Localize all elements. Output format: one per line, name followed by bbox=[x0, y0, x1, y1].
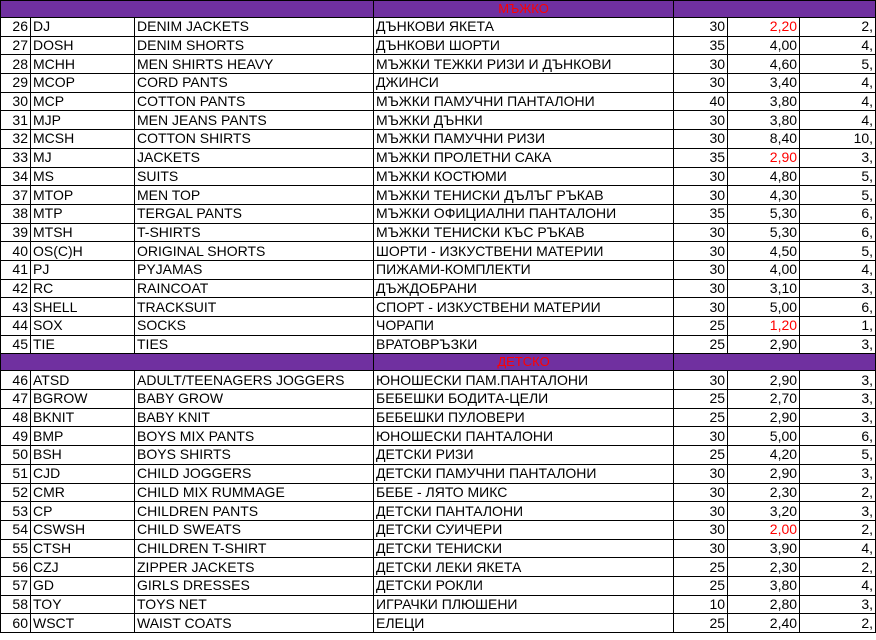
total-cell[interactable]: 3, bbox=[800, 371, 876, 390]
name-bg-cell[interactable]: МЪЖКИ ДЪНКИ bbox=[374, 111, 674, 130]
price-cell[interactable]: 2,90 bbox=[728, 371, 800, 390]
name-en-cell[interactable]: JACKETS bbox=[135, 148, 374, 167]
name-en-cell[interactable]: CHILDREN PANTS bbox=[135, 502, 374, 521]
item-code-cell[interactable]: MTOP bbox=[31, 186, 135, 205]
price-cell[interactable]: 2,70 bbox=[728, 390, 800, 409]
name-en-cell[interactable]: ORIGINAL SHORTS bbox=[135, 242, 374, 261]
total-cell[interactable]: 4, bbox=[800, 111, 876, 130]
item-code-cell[interactable]: MJ bbox=[31, 148, 135, 167]
name-en-cell[interactable]: TOYS NET bbox=[135, 595, 374, 614]
quantity-cell[interactable]: 10 bbox=[674, 595, 728, 614]
table-row bbox=[1, 539, 876, 558]
row-number-cell[interactable]: 47 bbox=[1, 390, 31, 409]
item-code-cell[interactable]: CJD bbox=[31, 464, 135, 483]
section-header-blank[interactable] bbox=[1, 1, 374, 18]
table-row bbox=[1, 317, 876, 336]
table-row bbox=[1, 18, 876, 37]
name-bg-cell[interactable]: МЪЖКИ ОФИЦИАЛНИ ПАНТАЛОНИ bbox=[374, 204, 674, 223]
price-cell[interactable]: 2,90 bbox=[728, 464, 800, 483]
quantity-cell[interactable]: 30 bbox=[674, 186, 728, 205]
item-code-cell[interactable]: CZJ bbox=[31, 558, 135, 577]
table-row bbox=[1, 55, 876, 74]
name-en-cell[interactable]: COTTON SHIRTS bbox=[135, 130, 374, 149]
row-number-cell[interactable]: 44 bbox=[1, 317, 31, 336]
table-row bbox=[1, 242, 876, 261]
table-row bbox=[1, 335, 876, 354]
quantity-cell[interactable]: 30 bbox=[674, 298, 728, 317]
quantity-cell[interactable]: 30 bbox=[674, 371, 728, 390]
row-number-cell[interactable]: 42 bbox=[1, 279, 31, 298]
price-cell[interactable]: 3,80 bbox=[728, 92, 800, 111]
price-cell[interactable]: 4,00 bbox=[728, 260, 800, 279]
quantity-cell[interactable]: 25 bbox=[674, 446, 728, 465]
total-cell[interactable]: 4, bbox=[800, 539, 876, 558]
item-code-cell[interactable]: TIE bbox=[31, 335, 135, 354]
total-cell[interactable]: 4, bbox=[800, 92, 876, 111]
section-header-blank[interactable] bbox=[674, 1, 876, 18]
quantity-cell[interactable]: 30 bbox=[674, 260, 728, 279]
row-number-cell[interactable]: 56 bbox=[1, 558, 31, 577]
name-en-cell[interactable]: ZIPPER JACKETS bbox=[135, 558, 374, 577]
price-cell[interactable]: 4,00 bbox=[728, 36, 800, 55]
name-en-cell[interactable]: BOYS SHIRTS bbox=[135, 446, 374, 465]
row-number-cell[interactable]: 29 bbox=[1, 74, 31, 93]
total-cell[interactable]: 3, bbox=[800, 390, 876, 409]
table-row bbox=[1, 614, 876, 633]
price-cell[interactable]: 5,30 bbox=[728, 204, 800, 223]
name-bg-cell[interactable]: ДЕТСКИ ПАМУЧНИ ПАНТАЛОНИ bbox=[374, 464, 674, 483]
item-code-cell[interactable]: SOX bbox=[31, 317, 135, 336]
total-cell[interactable]: 5, bbox=[800, 167, 876, 186]
quantity-cell[interactable]: 30 bbox=[674, 483, 728, 502]
row-number-cell[interactable]: 57 bbox=[1, 576, 31, 595]
price-cell[interactable]: 4,20 bbox=[728, 446, 800, 465]
name-bg-cell[interactable]: ШОРТИ - ИЗКУСТВЕНИ МАТЕРИИ bbox=[374, 242, 674, 261]
table-row bbox=[1, 298, 876, 317]
table-row bbox=[1, 36, 876, 55]
total-cell[interactable]: 5, bbox=[800, 446, 876, 465]
total-cell[interactable]: 6, bbox=[800, 427, 876, 446]
price-cell[interactable]: 2,00 bbox=[728, 520, 800, 539]
total-cell[interactable]: 1, bbox=[800, 317, 876, 336]
total-cell[interactable]: 2, bbox=[800, 520, 876, 539]
total-cell[interactable]: 10, bbox=[800, 130, 876, 149]
name-bg-cell[interactable]: ЧОРАПИ bbox=[374, 317, 674, 336]
quantity-cell[interactable]: 25 bbox=[674, 390, 728, 409]
total-cell[interactable]: 2, bbox=[800, 614, 876, 633]
name-bg-cell[interactable]: МЪЖКИ ПРОЛЕТНИ САКА bbox=[374, 148, 674, 167]
item-code-cell[interactable]: CP bbox=[31, 502, 135, 521]
name-bg-cell[interactable]: ЕЛЕЦИ bbox=[374, 614, 674, 633]
item-code-cell[interactable]: BSH bbox=[31, 446, 135, 465]
row-number-cell[interactable]: 26 bbox=[1, 18, 31, 37]
price-cell[interactable]: 5,30 bbox=[728, 223, 800, 242]
item-code-cell[interactable]: ATSD bbox=[31, 371, 135, 390]
quantity-cell[interactable]: 30 bbox=[674, 223, 728, 242]
row-number-cell[interactable]: 49 bbox=[1, 427, 31, 446]
quantity-cell[interactable]: 30 bbox=[674, 464, 728, 483]
name-en-cell[interactable]: MEN SHIRTS HEAVY bbox=[135, 55, 374, 74]
quantity-cell[interactable]: 25 bbox=[674, 614, 728, 633]
total-cell[interactable]: 6, bbox=[800, 298, 876, 317]
price-cell[interactable]: 2,90 bbox=[728, 148, 800, 167]
total-cell[interactable]: 2, bbox=[800, 483, 876, 502]
row-number-cell[interactable]: 30 bbox=[1, 92, 31, 111]
name-bg-cell[interactable]: СПОРТ - ИЗКУСТВЕНИ МАТЕРИИ bbox=[374, 298, 674, 317]
item-code-cell[interactable]: MCOP bbox=[31, 74, 135, 93]
item-code-cell[interactable]: MTSH bbox=[31, 223, 135, 242]
table-row bbox=[1, 130, 876, 149]
row-number-cell[interactable]: 58 bbox=[1, 595, 31, 614]
price-cell[interactable]: 3,80 bbox=[728, 111, 800, 130]
total-cell[interactable]: 4, bbox=[800, 576, 876, 595]
name-bg-cell[interactable]: ЮНОШЕСКИ ПАМ.ПАНТАЛОНИ bbox=[374, 371, 674, 390]
quantity-cell[interactable]: 35 bbox=[674, 204, 728, 223]
table-row bbox=[1, 92, 876, 111]
total-cell[interactable]: 6, bbox=[800, 204, 876, 223]
name-bg-cell[interactable]: ДЪНКОВИ ШОРТИ bbox=[374, 36, 674, 55]
name-en-cell[interactable]: MEN TOP bbox=[135, 186, 374, 205]
name-en-cell[interactable]: BABY GROW bbox=[135, 390, 374, 409]
table-row bbox=[1, 595, 876, 614]
item-code-cell[interactable]: BKNIT bbox=[31, 408, 135, 427]
price-cell[interactable]: 8,40 bbox=[728, 130, 800, 149]
item-code-cell[interactable]: PJ bbox=[31, 260, 135, 279]
item-code-cell[interactable]: BMP bbox=[31, 427, 135, 446]
name-en-cell[interactable]: MEN JEANS PANTS bbox=[135, 111, 374, 130]
price-cell[interactable]: 2,40 bbox=[728, 614, 800, 633]
name-bg-cell[interactable]: БЕБЕШКИ БОДИТА-ЦЕЛИ bbox=[374, 390, 674, 409]
row-number-cell[interactable]: 50 bbox=[1, 446, 31, 465]
name-bg-cell[interactable]: МЪЖКИ КОСТЮМИ bbox=[374, 167, 674, 186]
quantity-cell[interactable]: 30 bbox=[674, 539, 728, 558]
price-cell[interactable]: 2,30 bbox=[728, 558, 800, 577]
total-cell[interactable]: 6, bbox=[800, 223, 876, 242]
name-bg-cell[interactable]: ПИЖАМИ-КОМПЛЕКТИ bbox=[374, 260, 674, 279]
item-code-cell[interactable]: MS bbox=[31, 167, 135, 186]
name-en-cell[interactable]: RAINCOAT bbox=[135, 279, 374, 298]
section-header-row bbox=[1, 1, 876, 18]
quantity-cell[interactable]: 25 bbox=[674, 335, 728, 354]
quantity-cell[interactable]: 30 bbox=[674, 55, 728, 74]
item-code-cell[interactable]: MTP bbox=[31, 204, 135, 223]
name-en-cell[interactable]: DENIM JACKETS bbox=[135, 18, 374, 37]
quantity-cell[interactable]: 35 bbox=[674, 148, 728, 167]
name-bg-cell[interactable]: ДЕТСКИ РИЗИ bbox=[374, 446, 674, 465]
item-code-cell[interactable]: WSCT bbox=[31, 614, 135, 633]
price-cell[interactable]: 4,60 bbox=[728, 55, 800, 74]
total-cell[interactable]: 5, bbox=[800, 186, 876, 205]
price-cell[interactable]: 4,80 bbox=[728, 167, 800, 186]
table-row bbox=[1, 390, 876, 409]
table-row bbox=[1, 520, 876, 539]
table-row bbox=[1, 446, 876, 465]
price-cell[interactable]: 2,90 bbox=[728, 408, 800, 427]
name-en-cell[interactable]: TIES bbox=[135, 335, 374, 354]
table-row bbox=[1, 74, 876, 93]
total-cell[interactable]: 3, bbox=[800, 595, 876, 614]
price-cell[interactable]: 3,10 bbox=[728, 279, 800, 298]
total-cell[interactable]: 2, bbox=[800, 558, 876, 577]
item-code-cell[interactable]: DOSH bbox=[31, 36, 135, 55]
table-row bbox=[1, 483, 876, 502]
table-row bbox=[1, 427, 876, 446]
total-cell[interactable]: 5, bbox=[800, 55, 876, 74]
item-code-cell[interactable]: CTSH bbox=[31, 539, 135, 558]
section-title[interactable]: ДЕТСКО bbox=[374, 354, 674, 371]
price-cell[interactable]: 2,80 bbox=[728, 595, 800, 614]
price-cell[interactable]: 5,00 bbox=[728, 298, 800, 317]
row-number-cell[interactable]: 37 bbox=[1, 186, 31, 205]
price-cell[interactable]: 2,90 bbox=[728, 335, 800, 354]
table-row bbox=[1, 371, 876, 390]
name-bg-cell[interactable]: ДЕТСКИ ЛЕКИ ЯКЕТА bbox=[374, 558, 674, 577]
total-cell[interactable]: 3, bbox=[800, 408, 876, 427]
name-bg-cell[interactable]: БЕБЕ - ЛЯТО МИКС bbox=[374, 483, 674, 502]
name-bg-cell[interactable]: МЪЖКИ ТЕЖКИ РИЗИ И ДЪНКОВИ bbox=[374, 55, 674, 74]
quantity-cell[interactable]: 30 bbox=[674, 18, 728, 37]
name-bg-cell[interactable]: МЪЖКИ ПАМУЧНИ ПАНТАЛОНИ bbox=[374, 92, 674, 111]
section-header-blank[interactable] bbox=[674, 354, 876, 371]
quantity-cell[interactable]: 30 bbox=[674, 111, 728, 130]
item-code-cell[interactable]: RC bbox=[31, 279, 135, 298]
name-en-cell[interactable]: SOCKS bbox=[135, 317, 374, 336]
row-number-cell[interactable]: 28 bbox=[1, 55, 31, 74]
table-row bbox=[1, 558, 876, 577]
name-en-cell[interactable]: WAIST COATS bbox=[135, 614, 374, 633]
table-row bbox=[1, 223, 876, 242]
item-code-cell[interactable]: CSWSH bbox=[31, 520, 135, 539]
quantity-cell[interactable]: 35 bbox=[674, 36, 728, 55]
name-bg-cell[interactable]: ДЪНКОВИ ЯКЕТА bbox=[374, 18, 674, 37]
row-number-cell[interactable]: 46 bbox=[1, 371, 31, 390]
total-cell[interactable]: 3, bbox=[800, 148, 876, 167]
table-row bbox=[1, 186, 876, 205]
name-bg-cell[interactable]: ДЖИНСИ bbox=[374, 74, 674, 93]
name-bg-cell[interactable]: МЪЖКИ ТЕНИСКИ ДЪЛЪГ РЪКАВ bbox=[374, 186, 674, 205]
row-number-cell[interactable]: 31 bbox=[1, 111, 31, 130]
total-cell[interactable]: 4, bbox=[800, 260, 876, 279]
row-number-cell[interactable]: 55 bbox=[1, 539, 31, 558]
name-bg-cell[interactable]: БЕБЕШКИ ПУЛОВЕРИ bbox=[374, 408, 674, 427]
table-row bbox=[1, 111, 876, 130]
table-row bbox=[1, 204, 876, 223]
price-cell[interactable]: 2,20 bbox=[728, 18, 800, 37]
row-number-cell[interactable]: 52 bbox=[1, 483, 31, 502]
row-number-cell[interactable]: 34 bbox=[1, 167, 31, 186]
total-cell[interactable]: 3, bbox=[800, 335, 876, 354]
item-code-cell[interactable]: DJ bbox=[31, 18, 135, 37]
name-bg-cell[interactable]: ДЪЖДОБРАНИ bbox=[374, 279, 674, 298]
name-en-cell[interactable]: BABY KNIT bbox=[135, 408, 374, 427]
quantity-cell[interactable]: 30 bbox=[674, 242, 728, 261]
table-row bbox=[1, 502, 876, 521]
total-cell[interactable]: 4, bbox=[800, 36, 876, 55]
row-number-cell[interactable]: 41 bbox=[1, 260, 31, 279]
name-en-cell[interactable]: GIRLS DRESSES bbox=[135, 576, 374, 595]
quantity-cell[interactable]: 25 bbox=[674, 558, 728, 577]
total-cell[interactable]: 3, bbox=[800, 279, 876, 298]
name-en-cell[interactable]: TRACKSUIT bbox=[135, 298, 374, 317]
row-number-cell[interactable]: 40 bbox=[1, 242, 31, 261]
name-bg-cell[interactable]: ДЕТСКИ СУИЧЕРИ bbox=[374, 520, 674, 539]
name-en-cell[interactable]: DENIM SHORTS bbox=[135, 36, 374, 55]
name-en-cell[interactable]: CHILD SWEATS bbox=[135, 520, 374, 539]
quantity-cell[interactable]: 30 bbox=[674, 74, 728, 93]
table-row bbox=[1, 408, 876, 427]
name-en-cell[interactable]: BOYS MIX PANTS bbox=[135, 427, 374, 446]
item-code-cell[interactable]: BGROW bbox=[31, 390, 135, 409]
name-en-cell[interactable]: PYJAMAS bbox=[135, 260, 374, 279]
name-en-cell[interactable]: CHILDREN T-SHIRT bbox=[135, 539, 374, 558]
item-code-cell[interactable]: TOY bbox=[31, 595, 135, 614]
quantity-cell[interactable]: 30 bbox=[674, 427, 728, 446]
table-row bbox=[1, 167, 876, 186]
row-number-cell[interactable]: 32 bbox=[1, 130, 31, 149]
name-bg-cell[interactable]: ИГРАЧКИ ПЛЮШЕНИ bbox=[374, 595, 674, 614]
quantity-cell[interactable]: 25 bbox=[674, 408, 728, 427]
name-en-cell[interactable]: SUITS bbox=[135, 167, 374, 186]
row-number-cell[interactable]: 54 bbox=[1, 520, 31, 539]
name-bg-cell[interactable]: ДЕТСКИ РОКЛИ bbox=[374, 576, 674, 595]
name-en-cell[interactable]: TERGAL PANTS bbox=[135, 204, 374, 223]
name-bg-cell[interactable]: ДЕТСКИ ПАНТАЛОНИ bbox=[374, 502, 674, 521]
row-number-cell[interactable]: 60 bbox=[1, 614, 31, 633]
item-code-cell[interactable]: MCSH bbox=[31, 130, 135, 149]
name-en-cell[interactable]: COTTON PANTS bbox=[135, 92, 374, 111]
row-number-cell[interactable]: 27 bbox=[1, 36, 31, 55]
table-row bbox=[1, 576, 876, 595]
quantity-cell[interactable]: 30 bbox=[674, 167, 728, 186]
row-number-cell[interactable]: 51 bbox=[1, 464, 31, 483]
price-cell[interactable]: 2,30 bbox=[728, 483, 800, 502]
name-bg-cell[interactable]: МЪЖКИ ТЕНИСКИ КЪС РЪКАВ bbox=[374, 223, 674, 242]
name-en-cell[interactable]: CHILD MIX RUMMAGE bbox=[135, 483, 374, 502]
quantity-cell[interactable]: 30 bbox=[674, 502, 728, 521]
item-code-cell[interactable]: MCP bbox=[31, 92, 135, 111]
item-code-cell[interactable]: MCHH bbox=[31, 55, 135, 74]
item-code-cell[interactable]: OS(C)H bbox=[31, 242, 135, 261]
total-cell[interactable]: 3, bbox=[800, 464, 876, 483]
price-cell[interactable]: 3,80 bbox=[728, 576, 800, 595]
price-cell[interactable]: 3,40 bbox=[728, 74, 800, 93]
price-cell[interactable]: 3,90 bbox=[728, 539, 800, 558]
price-cell[interactable]: 5,00 bbox=[728, 427, 800, 446]
total-cell[interactable]: 4, bbox=[800, 74, 876, 93]
section-title[interactable]: МЪЖКО bbox=[374, 1, 674, 18]
price-cell[interactable]: 3,20 bbox=[728, 502, 800, 521]
name-bg-cell[interactable]: МЪЖКИ ПАМУЧНИ РИЗИ bbox=[374, 130, 674, 149]
table-row bbox=[1, 279, 876, 298]
quantity-cell[interactable]: 30 bbox=[674, 520, 728, 539]
row-number-cell[interactable]: 53 bbox=[1, 502, 31, 521]
row-number-cell[interactable]: 45 bbox=[1, 335, 31, 354]
item-code-cell[interactable]: MJP bbox=[31, 111, 135, 130]
section-header-blank[interactable] bbox=[1, 354, 374, 371]
total-cell[interactable]: 2, bbox=[800, 18, 876, 37]
item-code-cell[interactable]: CMR bbox=[31, 483, 135, 502]
item-code-cell[interactable]: GD bbox=[31, 576, 135, 595]
price-cell[interactable]: 4,30 bbox=[728, 186, 800, 205]
quantity-cell[interactable]: 40 bbox=[674, 92, 728, 111]
item-code-cell[interactable]: SHELL bbox=[31, 298, 135, 317]
quantity-cell[interactable]: 30 bbox=[674, 130, 728, 149]
name-en-cell[interactable]: CHILD JOGGERS bbox=[135, 464, 374, 483]
table-row bbox=[1, 260, 876, 279]
name-bg-cell[interactable]: ЮНОШЕСКИ ПАНТАЛОНИ bbox=[374, 427, 674, 446]
price-cell[interactable]: 1,20 bbox=[728, 317, 800, 336]
quantity-cell[interactable]: 25 bbox=[674, 317, 728, 336]
quantity-cell[interactable]: 25 bbox=[674, 576, 728, 595]
name-bg-cell[interactable]: ДЕТСКИ ТЕНИСКИ bbox=[374, 539, 674, 558]
row-number-cell[interactable]: 43 bbox=[1, 298, 31, 317]
table-row bbox=[1, 464, 876, 483]
total-cell[interactable]: 5, bbox=[800, 242, 876, 261]
total-cell[interactable]: 3, bbox=[800, 502, 876, 521]
name-en-cell[interactable]: T-SHIRTS bbox=[135, 223, 374, 242]
name-bg-cell[interactable]: ВРАТОВРЪЗКИ bbox=[374, 335, 674, 354]
section-header-row bbox=[1, 354, 876, 371]
name-en-cell[interactable]: CORD PANTS bbox=[135, 74, 374, 93]
row-number-cell[interactable]: 39 bbox=[1, 223, 31, 242]
row-number-cell[interactable]: 33 bbox=[1, 148, 31, 167]
row-number-cell[interactable]: 38 bbox=[1, 204, 31, 223]
row-number-cell[interactable]: 48 bbox=[1, 408, 31, 427]
name-en-cell[interactable]: ADULT/TEENAGERS JOGGERS bbox=[135, 371, 374, 390]
quantity-cell[interactable]: 30 bbox=[674, 279, 728, 298]
price-cell[interactable]: 4,50 bbox=[728, 242, 800, 261]
table-row bbox=[1, 148, 876, 167]
